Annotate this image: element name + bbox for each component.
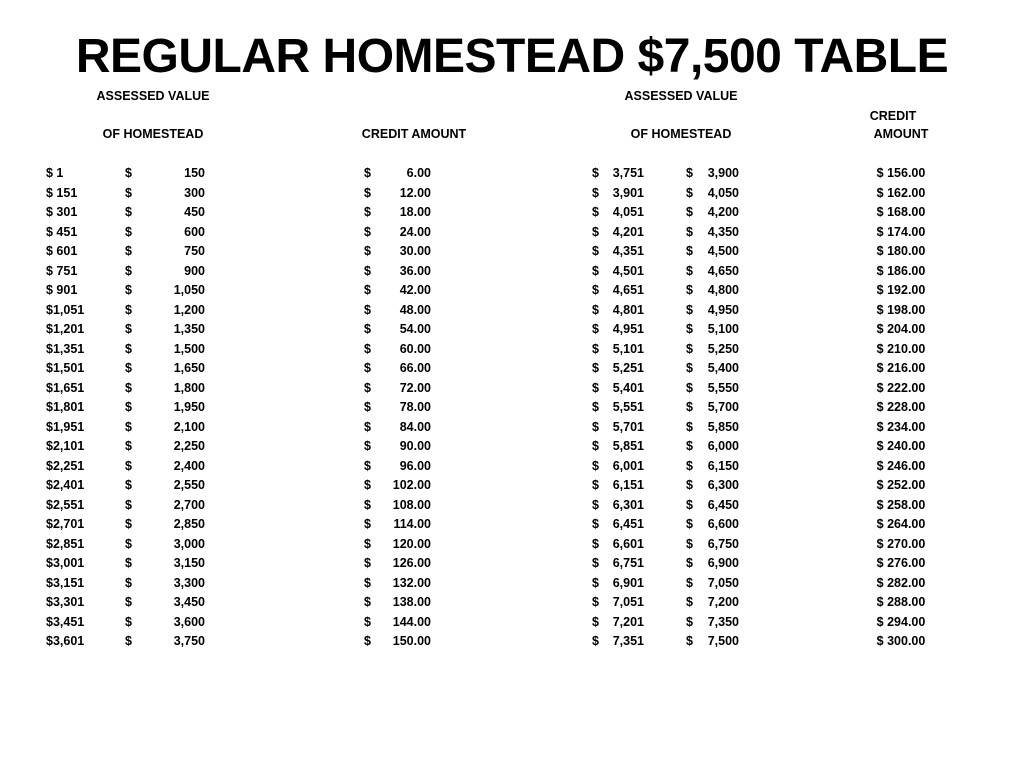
table-row xyxy=(0,203,1024,223)
right-to-sign: $ xyxy=(686,517,693,531)
right-from-sign: $ xyxy=(592,185,599,200)
right-from-sign: $ xyxy=(592,283,599,297)
right-credit-value: $ 204.00 xyxy=(876,322,926,336)
right-from-value: 6,151 xyxy=(612,478,644,492)
left-to-value: 1,200 xyxy=(173,302,205,317)
right-to-sign: $ xyxy=(686,263,693,278)
left-to-sign: $ xyxy=(125,361,132,375)
left-to-sign: $ xyxy=(125,400,132,414)
table-row xyxy=(0,437,1024,457)
right-to-sign: $ xyxy=(686,224,693,239)
right-to-sign: $ xyxy=(686,458,693,473)
left-to-sign: $ xyxy=(125,263,132,278)
right-from-value: 5,401 xyxy=(612,380,644,395)
left-credit-value: 96.00 xyxy=(399,458,431,473)
left-credit-sign: $ xyxy=(364,517,371,531)
right-credit-value: $ 246.00 xyxy=(876,458,926,473)
right-to-value: 4,650 xyxy=(707,263,739,278)
right-from-value: 3,751 xyxy=(612,166,644,180)
right-to-sign: $ xyxy=(686,595,693,609)
right-from-value: 6,001 xyxy=(612,458,644,473)
left-to-value: 1,800 xyxy=(173,380,205,395)
homestead-credit-table xyxy=(0,164,1024,652)
right-to-sign: $ xyxy=(686,283,693,297)
right-from-sign: $ xyxy=(592,439,599,453)
left-credit-sign: $ xyxy=(364,361,371,375)
left-credit-value: 114.00 xyxy=(393,517,431,531)
right-to-sign: $ xyxy=(686,634,693,648)
header-of-homestead-left: OF HOMESTEAD xyxy=(102,127,204,141)
left-to-value: 3,450 xyxy=(173,595,205,609)
right-from-value: 4,201 xyxy=(612,224,644,239)
left-credit-sign: $ xyxy=(364,341,371,356)
right-from-sign: $ xyxy=(592,341,599,356)
table-row xyxy=(0,242,1024,262)
right-to-sign: $ xyxy=(686,361,693,375)
right-to-value: 6,900 xyxy=(707,556,739,570)
left-from-value: $ 1 xyxy=(46,166,64,180)
table-row xyxy=(0,632,1024,652)
left-to-value: 3,300 xyxy=(173,575,205,590)
table-row xyxy=(0,574,1024,594)
right-from-value: 7,351 xyxy=(612,634,644,648)
right-credit-value: $ 300.00 xyxy=(876,634,926,648)
left-to-value: 300 xyxy=(184,185,205,200)
left-credit-value: 60.00 xyxy=(399,341,431,356)
right-from-value: 4,501 xyxy=(612,263,644,278)
right-to-sign: $ xyxy=(686,536,693,551)
table-row xyxy=(0,164,1024,184)
left-to-value: 3,750 xyxy=(173,634,205,648)
right-credit-value: $ 210.00 xyxy=(876,341,926,356)
left-credit-value: 120.00 xyxy=(392,536,431,551)
right-credit-value: $ 186.00 xyxy=(876,263,926,278)
left-credit-value: 144.00 xyxy=(392,614,431,629)
left-credit-value: 42.00 xyxy=(399,283,431,297)
right-from-value: 6,901 xyxy=(612,575,644,590)
left-credit-value: 78.00 xyxy=(399,400,431,414)
left-credit-value: 84.00 xyxy=(399,419,431,434)
left-to-sign: $ xyxy=(125,283,132,297)
right-to-value: 5,100 xyxy=(707,322,739,336)
table-row xyxy=(0,281,1024,301)
left-from-value: $1,801 xyxy=(46,400,85,414)
left-credit-value: 132.00 xyxy=(392,575,431,590)
header-assessed-value-left: ASSESSED VALUE xyxy=(96,89,210,103)
right-from-value: 5,701 xyxy=(612,419,644,434)
left-from-value: $1,951 xyxy=(46,419,85,434)
left-from-value: $3,151 xyxy=(46,575,85,590)
right-credit-value: $ 240.00 xyxy=(876,439,926,453)
left-to-sign: $ xyxy=(125,244,132,258)
left-credit-sign: $ xyxy=(364,497,371,512)
left-from-value: $1,501 xyxy=(46,361,85,375)
left-to-value: 750 xyxy=(184,244,205,258)
right-to-value: 5,550 xyxy=(707,380,739,395)
right-from-value: 3,901 xyxy=(612,185,644,200)
left-to-value: 2,700 xyxy=(173,497,205,512)
header-assessed-value-right: ASSESSED VALUE xyxy=(624,89,738,103)
left-to-value: 1,050 xyxy=(173,283,205,297)
right-to-sign: $ xyxy=(686,185,693,200)
header-credit-right-line2: AMOUNT xyxy=(873,127,929,141)
left-from-value: $3,601 xyxy=(46,634,85,648)
left-from-value: $ 451 xyxy=(46,224,78,239)
right-credit-value: $ 270.00 xyxy=(876,536,926,551)
table-row xyxy=(0,379,1024,399)
left-to-value: 3,000 xyxy=(173,536,205,551)
left-credit-sign: $ xyxy=(364,166,371,180)
left-from-value: $ 901 xyxy=(46,283,78,297)
right-to-value: 7,050 xyxy=(707,575,739,590)
left-credit-value: 72.00 xyxy=(399,380,431,395)
right-credit-value: $ 288.00 xyxy=(876,595,926,609)
left-credit-sign: $ xyxy=(364,536,371,551)
left-credit-value: 12.00 xyxy=(399,185,431,200)
left-credit-sign: $ xyxy=(364,419,371,434)
left-from-value: $1,351 xyxy=(46,341,85,356)
right-from-value: 4,651 xyxy=(612,283,644,297)
left-from-value: $2,101 xyxy=(46,439,85,453)
right-to-value: 6,750 xyxy=(707,536,739,551)
left-credit-value: 18.00 xyxy=(399,205,431,219)
left-from-value: $3,001 xyxy=(46,556,85,570)
right-from-sign: $ xyxy=(592,205,599,219)
left-to-sign: $ xyxy=(125,380,132,395)
left-credit-value: 126.00 xyxy=(392,556,431,570)
right-from-sign: $ xyxy=(592,361,599,375)
left-credit-sign: $ xyxy=(364,302,371,317)
right-to-sign: $ xyxy=(686,322,693,336)
left-to-value: 3,150 xyxy=(173,556,205,570)
right-to-value: 7,200 xyxy=(707,595,739,609)
left-to-sign: $ xyxy=(125,439,132,453)
right-credit-value: $ 162.00 xyxy=(876,185,926,200)
table-row xyxy=(0,223,1024,243)
right-from-sign: $ xyxy=(592,322,599,336)
left-credit-sign: $ xyxy=(364,224,371,239)
table-row xyxy=(0,262,1024,282)
left-credit-value: 102.00 xyxy=(392,478,431,492)
right-to-sign: $ xyxy=(686,478,693,492)
right-from-value: 5,851 xyxy=(612,439,644,453)
left-to-value: 1,650 xyxy=(173,361,205,375)
right-from-value: 6,601 xyxy=(612,536,644,551)
right-from-sign: $ xyxy=(592,458,599,473)
left-to-sign: $ xyxy=(125,419,132,434)
right-from-sign: $ xyxy=(592,634,599,648)
left-from-value: $2,851 xyxy=(46,536,85,551)
right-from-value: 7,051 xyxy=(612,595,644,609)
right-to-value: 6,150 xyxy=(707,458,739,473)
right-from-value: 7,201 xyxy=(612,614,644,629)
right-to-value: 5,700 xyxy=(707,400,739,414)
left-to-sign: $ xyxy=(125,634,132,648)
header-credit-amount-left: CREDIT AMOUNT xyxy=(361,127,467,141)
left-credit-sign: $ xyxy=(364,595,371,609)
right-from-sign: $ xyxy=(592,536,599,551)
right-from-sign: $ xyxy=(592,556,599,570)
left-to-sign: $ xyxy=(125,614,132,629)
table-row xyxy=(0,320,1024,340)
right-to-sign: $ xyxy=(686,556,693,570)
right-from-sign: $ xyxy=(592,380,599,395)
table-row xyxy=(0,398,1024,418)
left-credit-value: 30.00 xyxy=(399,244,431,258)
table-row xyxy=(0,476,1024,496)
right-credit-value: $ 198.00 xyxy=(876,302,926,317)
right-to-value: 4,500 xyxy=(707,244,739,258)
right-from-sign: $ xyxy=(592,595,599,609)
left-to-sign: $ xyxy=(125,458,132,473)
right-credit-value: $ 228.00 xyxy=(876,400,926,414)
right-credit-value: $ 252.00 xyxy=(876,478,926,492)
right-to-value: 4,950 xyxy=(707,302,739,317)
left-credit-value: 108.00 xyxy=(392,497,431,512)
left-credit-value: 66.00 xyxy=(399,361,431,375)
right-from-sign: $ xyxy=(592,575,599,590)
left-from-value: $2,551 xyxy=(46,497,85,512)
left-from-value: $1,651 xyxy=(46,380,85,395)
right-from-value: 5,251 xyxy=(612,361,644,375)
left-credit-sign: $ xyxy=(364,322,371,336)
table-row xyxy=(0,593,1024,613)
left-to-sign: $ xyxy=(125,302,132,317)
table-row xyxy=(0,515,1024,535)
left-to-value: 150 xyxy=(184,166,205,180)
left-from-value: $ 751 xyxy=(46,263,78,278)
left-credit-sign: $ xyxy=(364,458,371,473)
right-to-value: 5,400 xyxy=(707,361,739,375)
left-credit-sign: $ xyxy=(364,283,371,297)
right-to-value: 6,450 xyxy=(707,497,739,512)
left-credit-sign: $ xyxy=(364,244,371,258)
right-credit-value: $ 222.00 xyxy=(876,380,926,395)
right-credit-value: $ 174.00 xyxy=(876,224,926,239)
right-from-sign: $ xyxy=(592,263,599,278)
table-row xyxy=(0,554,1024,574)
table-row xyxy=(0,340,1024,360)
right-from-sign: $ xyxy=(592,224,599,239)
right-to-value: 7,350 xyxy=(707,614,739,629)
right-to-value: 4,200 xyxy=(707,205,739,219)
right-to-value: 7,500 xyxy=(707,634,739,648)
left-from-value: $ 151 xyxy=(46,185,78,200)
left-to-value: 3,600 xyxy=(173,614,205,629)
left-credit-value: 6.00 xyxy=(406,166,431,180)
right-credit-value: $ 180.00 xyxy=(876,244,926,258)
left-to-value: 2,400 xyxy=(173,458,205,473)
left-to-sign: $ xyxy=(125,497,132,512)
right-to-sign: $ xyxy=(686,575,693,590)
right-to-sign: $ xyxy=(686,244,693,258)
right-to-value: 4,050 xyxy=(707,185,739,200)
right-to-sign: $ xyxy=(686,302,693,317)
right-from-sign: $ xyxy=(592,166,599,180)
table-row xyxy=(0,457,1024,477)
right-credit-value: $ 294.00 xyxy=(876,614,926,629)
left-credit-sign: $ xyxy=(364,478,371,492)
left-credit-sign: $ xyxy=(364,205,371,219)
left-to-sign: $ xyxy=(125,341,132,356)
left-credit-sign: $ xyxy=(364,400,371,414)
right-from-sign: $ xyxy=(592,302,599,317)
table-row xyxy=(0,535,1024,555)
right-from-value: 6,451 xyxy=(612,517,644,531)
left-credit-sign: $ xyxy=(364,439,371,453)
right-to-value: 6,600 xyxy=(707,517,739,531)
left-from-value: $1,051 xyxy=(46,302,85,317)
left-credit-sign: $ xyxy=(364,614,371,629)
right-from-value: 5,551 xyxy=(612,400,644,414)
left-to-value: 1,350 xyxy=(173,322,205,336)
right-to-sign: $ xyxy=(686,439,693,453)
left-credit-value: 150.00 xyxy=(392,634,431,648)
right-to-value: 6,000 xyxy=(707,439,739,453)
left-to-sign: $ xyxy=(125,536,132,551)
right-from-sign: $ xyxy=(592,478,599,492)
right-to-value: 5,850 xyxy=(707,419,739,434)
left-to-value: 450 xyxy=(184,205,205,219)
right-credit-value: $ 264.00 xyxy=(876,517,926,531)
right-from-sign: $ xyxy=(592,419,599,434)
table-row xyxy=(0,496,1024,516)
left-to-sign: $ xyxy=(125,224,132,239)
right-from-value: 4,351 xyxy=(612,244,644,258)
right-to-value: 4,350 xyxy=(707,224,739,239)
left-credit-sign: $ xyxy=(364,556,371,570)
right-to-sign: $ xyxy=(686,380,693,395)
right-from-sign: $ xyxy=(592,517,599,531)
right-to-sign: $ xyxy=(686,497,693,512)
left-to-sign: $ xyxy=(125,322,132,336)
right-from-value: 6,301 xyxy=(612,497,644,512)
left-to-sign: $ xyxy=(125,205,132,219)
right-to-value: 4,800 xyxy=(707,283,739,297)
right-from-value: 6,751 xyxy=(612,556,644,570)
left-to-value: 2,100 xyxy=(173,419,205,434)
left-to-sign: $ xyxy=(125,166,132,180)
left-to-sign: $ xyxy=(125,517,132,531)
left-to-value: 900 xyxy=(184,263,205,278)
left-credit-sign: $ xyxy=(364,380,371,395)
left-credit-sign: $ xyxy=(364,185,371,200)
left-credit-sign: $ xyxy=(364,634,371,648)
left-from-value: $2,701 xyxy=(46,517,85,531)
header-credit-right-line1: CREDIT xyxy=(869,109,917,123)
left-to-value: 1,950 xyxy=(173,400,205,414)
right-credit-value: $ 276.00 xyxy=(876,556,926,570)
left-to-value: 2,250 xyxy=(173,439,205,453)
right-from-sign: $ xyxy=(592,497,599,512)
right-credit-value: $ 168.00 xyxy=(876,205,926,219)
left-from-value: $2,401 xyxy=(46,478,85,492)
left-to-sign: $ xyxy=(125,478,132,492)
left-credit-sign: $ xyxy=(364,263,371,278)
header-of-homestead-right: OF HOMESTEAD xyxy=(630,127,732,141)
right-from-value: 4,801 xyxy=(612,302,644,317)
right-credit-value: $ 234.00 xyxy=(876,419,926,434)
table-row xyxy=(0,613,1024,633)
left-credit-value: 24.00 xyxy=(399,224,431,239)
table-row xyxy=(0,359,1024,379)
left-from-value: $2,251 xyxy=(46,458,85,473)
left-to-sign: $ xyxy=(125,595,132,609)
right-to-sign: $ xyxy=(686,166,693,180)
left-to-value: 1,500 xyxy=(173,341,205,356)
left-to-sign: $ xyxy=(125,575,132,590)
table-row xyxy=(0,418,1024,438)
page-title: REGULAR HOMESTEAD $7,500 TABLE xyxy=(75,30,949,83)
left-to-value: 2,850 xyxy=(173,517,205,531)
left-credit-value: 138.00 xyxy=(392,595,431,609)
right-to-sign: $ xyxy=(686,205,693,219)
right-to-sign: $ xyxy=(686,614,693,629)
left-from-value: $ 601 xyxy=(46,244,78,258)
left-from-value: $ 301 xyxy=(46,205,78,219)
right-from-sign: $ xyxy=(592,400,599,414)
right-to-value: 3,900 xyxy=(707,166,739,180)
right-from-sign: $ xyxy=(592,614,599,629)
right-credit-value: $ 156.00 xyxy=(876,166,926,180)
left-to-sign: $ xyxy=(125,185,132,200)
left-credit-sign: $ xyxy=(364,575,371,590)
left-from-value: $3,301 xyxy=(46,595,85,609)
left-credit-value: 36.00 xyxy=(399,263,431,278)
left-to-value: 600 xyxy=(184,224,205,239)
right-credit-value: $ 192.00 xyxy=(876,283,926,297)
right-from-value: 5,101 xyxy=(612,341,644,356)
table-row xyxy=(0,184,1024,204)
left-from-value: $1,201 xyxy=(46,322,85,336)
right-credit-value: $ 258.00 xyxy=(876,497,926,512)
right-to-sign: $ xyxy=(686,341,693,356)
table-row xyxy=(0,301,1024,321)
right-credit-value: $ 282.00 xyxy=(876,575,926,590)
right-from-sign: $ xyxy=(592,244,599,258)
left-credit-value: 48.00 xyxy=(399,302,431,317)
right-from-value: 4,051 xyxy=(612,205,644,219)
right-to-value: 6,300 xyxy=(707,478,739,492)
left-to-value: 2,550 xyxy=(173,478,205,492)
right-from-value: 4,951 xyxy=(612,322,644,336)
right-to-sign: $ xyxy=(686,419,693,434)
right-to-sign: $ xyxy=(686,400,693,414)
left-credit-value: 54.00 xyxy=(399,322,431,336)
left-from-value: $3,451 xyxy=(46,614,85,629)
left-credit-value: 90.00 xyxy=(399,439,431,453)
right-credit-value: $ 216.00 xyxy=(876,361,926,375)
left-to-sign: $ xyxy=(125,556,132,570)
right-to-value: 5,250 xyxy=(707,341,739,356)
